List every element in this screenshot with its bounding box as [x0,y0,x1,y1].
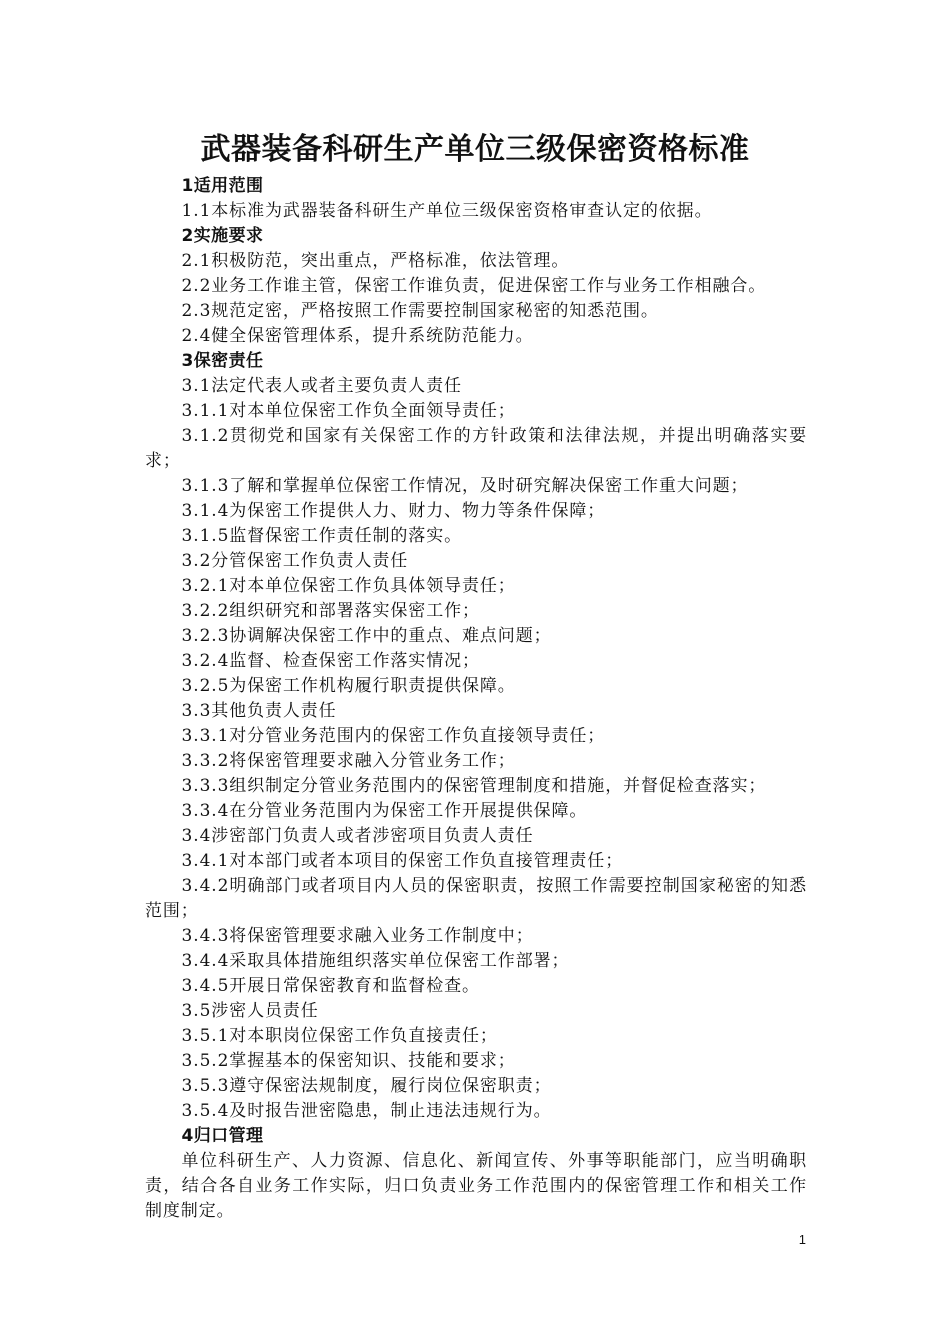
paragraph: 3.1.5监督保密工作责任制的落实。 [181,526,463,546]
paragraph: 3.3其他负责人责任 [181,701,337,721]
paragraph: 3.4.5开展日常保密教育和监督检查。 [181,976,480,996]
paragraph: 3.2.4监督、检查保密工作落实情况； [181,651,480,671]
paragraph: 3.1法定代表人或者主要负责人责任 [181,376,462,396]
paragraph: 3.1.1对本单位保密工作负全面领导责任； [181,401,516,421]
paragraph: 2.2业务工作谁主管，保密工作谁负责，促进保密工作与业务工作相融合。 [181,276,767,296]
document-body [145,174,807,1224]
paragraph: 3.3.3组织制定分管业务范围内的保密管理制度和措施，并督促检查落实； [181,776,767,796]
paragraph: 3.2.1对本单位保密工作负具体领导责任； [181,576,516,596]
paragraph: 3.4.2明确部门或者项目内人员的保密职责，按照工作需要控制国家秘密的知悉范围； [145,876,807,921]
paragraph: 3.3.1对分管业务范围内的保密工作负直接领导责任； [181,726,606,746]
section-heading: 4归口管理 [181,1126,264,1146]
paragraph: 3.4涉密部门负责人或者涉密项目负责人责任 [181,826,534,846]
paragraph: 3.5.2掌握基本的保密知识、技能和要求； [181,1051,516,1071]
paragraph: 3.2.2组织研究和部署落实保密工作； [181,601,480,621]
paragraph: 2.4健全保密管理体系，提升系统防范能力。 [181,326,534,346]
section-heading: 1适用范围 [181,176,264,196]
paragraph: 3.5涉密人员责任 [181,1001,319,1021]
document-title: 武器装备科研生产单位三级保密资格标准 [200,132,750,167]
paragraph: 2.1积极防范，突出重点，严格标准，依法管理。 [181,251,570,271]
section-heading: 2实施要求 [181,226,264,246]
page-number: 1 [798,1232,806,1247]
paragraph: 3.1.3了解和掌握单位保密工作情况，及时研究解决保密工作重大问题； [181,476,749,496]
paragraph: 3.5.3遵守保密法规制度，履行岗位保密职责； [181,1076,552,1096]
paragraph: 3.4.3将保密管理要求融入业务工作制度中； [181,926,534,946]
paragraph: 3.2分管保密工作负责人责任 [181,551,409,571]
paragraph: 3.5.1对本职岗位保密工作负直接责任； [181,1026,498,1046]
paragraph: 3.1.2贯彻党和国家有关保密工作的方针政策和法律法规，并提出明确落实要求； [145,426,807,471]
paragraph: 3.4.4采取具体措施组织落实单位保密工作部署； [181,951,570,971]
paragraph: 单位科研生产、人力资源、信息化、新闻宣传、外事等职能部门，应当明确职责，结合各自业务工作实际，归口负责业务工作范围内的保密管理工作和相关工作制度制定。 [145,1151,807,1221]
paragraph: 3.4.1对本部门或者本项目的保密工作负直接管理责任； [181,851,624,871]
paragraph: 3.1.4为保密工作提供人力、财力、物力等条件保障； [181,501,606,521]
section-heading: 3保密责任 [181,351,264,371]
paragraph: 3.2.5为保密工作机构履行职责提供保障。 [181,676,516,696]
paragraph: 3.3.2将保密管理要求融入分管业务工作； [181,751,516,771]
paragraph: 3.3.4在分管业务范围内为保密工作开展提供保障。 [181,801,588,821]
paragraph: 1.1本标准为武器装备科研生产单位三级保密资格审查认定的依据。 [181,201,713,221]
paragraph: 2.3规范定密，严格按照工作需要控制国家秘密的知悉范围。 [181,301,659,321]
paragraph: 3.5.4及时报告泄密隐患，制止违法违规行为。 [181,1101,552,1121]
paragraph: 3.2.3协调解决保密工作中的重点、难点问题； [181,626,552,646]
